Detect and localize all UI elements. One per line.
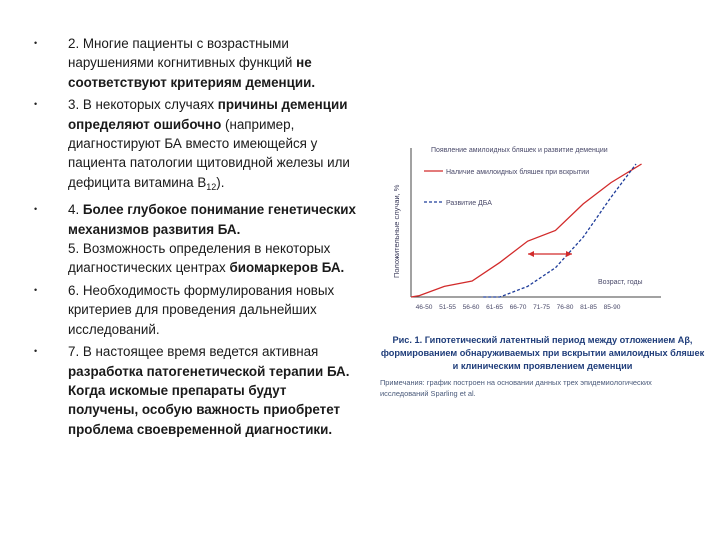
series-line-1 (483, 164, 636, 297)
x-axis-label: Возраст, годы (598, 279, 643, 286)
legend-title: Появление амилоидных бляшек и развитие деменции (431, 147, 608, 154)
legend-label-plaques: Наличие амилоидных бляшек при вскрытии (446, 169, 590, 176)
series-line-0 (411, 164, 642, 297)
y-axis-label: Положительные случаи, % (392, 184, 401, 278)
arrow-head-left (528, 251, 534, 257)
x-tick-label: 56-60 (462, 304, 480, 311)
x-tick-label: 51-55 (439, 304, 456, 311)
figure-note: Примечания: график построен на основании данных трех эпидемиологических исследований Sparling et al. (380, 378, 652, 398)
legend-label-dementia: Развитие ДБА (446, 200, 492, 207)
x-tick-label: 81-85 (580, 304, 597, 311)
bullet-dot: • (34, 346, 38, 357)
figure-caption: Рис. 1. Гипотетический латентный период между отложением Аβ, формированием обнаруживаемых при вскрытии амилоидных бляшек и клиническим проявлением деменции (380, 335, 705, 371)
bullet-item-6: • 6. Необходимость формулирования новых критериев для проведения дальнейших исследований. (34, 282, 335, 337)
bullet-item-3: • 3. В некоторых случаях причины деменции определяют ошибочно (например, диагностируют БА вместо имеющейся у пациента патологии щитовидной железы или дефицита витамина $В_{12}$). (34, 97, 350, 192)
bullet-item-7: • 7. В настоящее время ведется активная разработка патогенетической терапии БА. Когда искомые препараты будут получены, особую важность приобретет проблема своевременной диагностики. (34, 344, 350, 437)
bullet-dot: • (34, 38, 38, 48)
x-tick-label: 76-80 (556, 304, 574, 311)
x-tick-label: 71-75 (533, 304, 550, 311)
bullet-dot: • (34, 99, 38, 110)
x-tick-label: 61-65 (486, 304, 503, 311)
bullet-item-4-5: • 4. Более глубокое понимание генетических механизмов развития БА. 5. Возможность определения в некоторых диагностических центрах биомаркеров БА. (34, 202, 356, 276)
plot-area (411, 164, 642, 311)
bullet-item-2: • 2. Многие пациенты с возрастными нарушениями когнитивных функций не соответствуют критериям деменции. (34, 36, 316, 90)
bullet-dot: • (34, 204, 38, 215)
x-tick-label: 85-90 (603, 304, 621, 311)
bullet-dot: • (34, 284, 38, 295)
x-tick-label: 46-50 (415, 304, 433, 311)
x-tick-label: 66-70 (509, 304, 527, 311)
bullet-list (30, 34, 360, 442)
